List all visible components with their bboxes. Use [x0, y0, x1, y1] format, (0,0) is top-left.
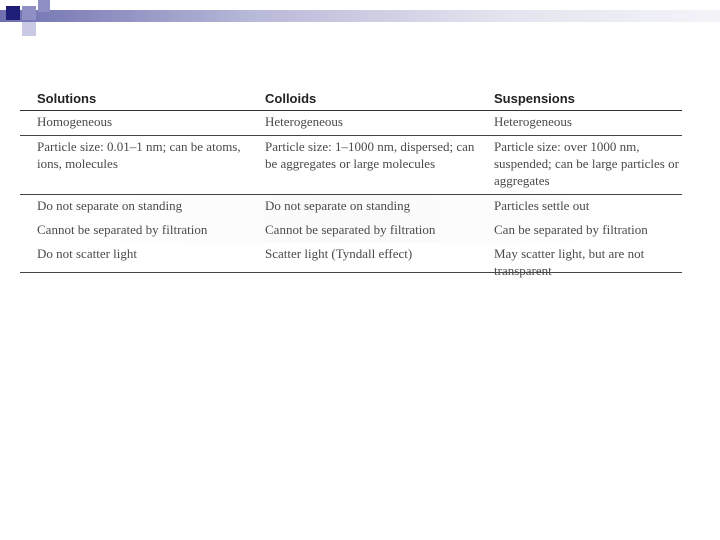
header-gradient-bar	[0, 10, 720, 22]
table-cell: Cannot be separated by filtration	[37, 222, 208, 237]
table-row	[20, 243, 682, 286]
table-header-row	[20, 88, 682, 111]
decor-square-4	[38, 0, 50, 12]
decor-square-1	[6, 6, 20, 20]
header-colloids: Colloids	[265, 91, 317, 106]
table-cell: May scatter light, but are not transparent	[494, 246, 645, 278]
table-cell: Heterogeneous	[494, 114, 572, 129]
table-cell: Do not separate on standing	[265, 198, 411, 213]
table-cell: Particle size: 0.01–1 nm; can be atoms, ions, molecules	[37, 139, 241, 171]
table-cell: Particle size: over 1000 nm, suspended; can be large particles or aggregates	[494, 139, 679, 188]
table-cell: Particles settle out	[494, 198, 590, 213]
table-cell: Heterogeneous	[265, 114, 343, 129]
decor-square-2	[22, 6, 36, 20]
header-suspensions: Suspensions	[494, 91, 575, 106]
header-solutions: Solutions	[37, 91, 97, 106]
table-cell: Cannot be separated by filtration	[265, 222, 436, 237]
table-cell: Scatter light (Tyndall effect)	[265, 246, 413, 261]
table-row	[20, 136, 682, 195]
table-cell: Do not separate on standing	[37, 198, 183, 213]
table-bottom-rule	[20, 272, 682, 273]
table-row	[20, 195, 682, 219]
table-cell: Can be separated by filtration	[494, 222, 648, 237]
table-row	[20, 219, 682, 243]
table-cell: Homogeneous	[37, 114, 113, 129]
table-row	[20, 111, 682, 136]
table-cell: Do not scatter light	[37, 246, 138, 261]
table-cell: Particle size: 1–1000 nm, dispersed; can be aggregates or large molecules	[265, 139, 475, 171]
decor-square-3	[22, 22, 36, 36]
comparison-table	[20, 88, 682, 286]
